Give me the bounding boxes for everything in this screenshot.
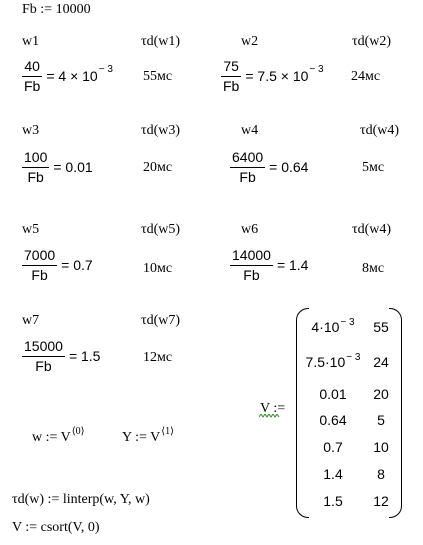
w3-time: 20мс [143,160,173,175]
matrix-cell: 20 [373,386,389,402]
w1-numerator: 40 [24,58,40,74]
w3-numerator: 100 [24,149,48,165]
w3-result: = 0.01 [53,159,93,176]
w1-result: = 4 × 10 [46,68,98,85]
w7-time: 12мс [143,350,173,365]
matrix-cell: $4\cdot 10^{- 3}$ [311,317,355,335]
fb-definition[interactable]: Fb := 10000 [22,2,91,17]
w2-time: 24мс [351,69,381,84]
w-column-index: ⟨0⟩ [71,426,85,437]
w7-numerator: 15000 [24,338,63,354]
w5-fraction [22,247,57,284]
w1-fraction [22,58,42,95]
matrix-cell: 1.4 [323,466,343,482]
w6-time: 8мс [362,261,385,276]
w4-fraction-expr[interactable] [230,149,308,186]
w7-result: = 1.5 [68,348,101,365]
tau-w2-label: τd(w2) [352,34,392,49]
w6-fraction [230,247,273,284]
tau-w7-label: τd(w7) [141,313,181,328]
w1-denominator: Fb [24,77,41,94]
w3-denominator: Fb [27,168,44,185]
matrix-cell: 0.64 [319,412,347,428]
tau-w3-label: τd(w3) [141,123,181,138]
w4-fraction [230,149,265,186]
w1-fraction-expr[interactable] [22,58,113,95]
w6-label: w6 [241,222,259,237]
matrix-cell: 24 [373,354,389,370]
tau-w1-label: τd(w1) [141,34,181,49]
w1-time: 55мс [143,69,173,84]
w2-denominator: Fb [223,77,240,94]
w7-fraction [22,338,65,375]
w5-fraction-expr[interactable] [22,247,93,284]
matrix-cell: 5 [377,412,385,428]
matrix-cell: 55 [373,319,389,335]
matrix-cell: 0.7 [323,439,343,455]
w5-numerator: 7000 [24,247,56,263]
w4-result: = 0.64 [269,159,309,176]
v-matrix[interactable] [296,308,402,516]
w2-label: w2 [241,34,259,49]
tau-w5-label: τd(w5) [141,222,181,237]
w7-denominator: Fb [35,357,52,374]
w4-time: 5мс [362,160,385,175]
w1-label: w1 [22,34,40,49]
matrix-cell: 12 [373,493,389,509]
w1-result-exponent: − 3 [98,63,113,75]
w2-fraction [221,58,241,95]
warning-squiggle-icon [259,414,281,420]
w6-result: = 1.4 [276,257,309,274]
w6-fraction-expr[interactable] [230,247,308,284]
tau-w6-label: τd(w4) [352,222,392,237]
w2-result-exponent: − 3 [309,63,324,75]
matrix-cell: 1.5 [323,493,343,509]
w5-label: w5 [22,222,40,237]
matrix-cell: 0.01 [319,386,347,402]
w5-result: = 0.7 [61,257,93,274]
y-column-index: ⟨1⟩ [161,426,175,437]
y-assignment[interactable] [122,426,175,445]
w3-fraction [22,149,49,186]
w3-fraction-expr[interactable] [22,149,93,186]
w4-denominator: Fb [239,168,256,185]
w3-label: w3 [22,123,40,138]
matrix-cell: 10 [373,439,389,455]
w5-time: 10мс [143,261,173,276]
matrix-cell: $7.5\cdot 10^{- 3}$ [305,352,361,370]
w7-fraction-expr[interactable] [22,338,100,375]
matrix-cell: 8 [377,466,385,482]
w6-denominator: Fb [243,266,260,283]
w2-result: = 7.5 × 10 [245,68,309,85]
w-assignment[interactable] [32,426,85,445]
w6-numerator: 14000 [232,247,271,263]
csort-formula[interactable]: V := csort(V, 0) [12,520,100,535]
linterp-formula[interactable]: τd(w) := linterp(w, Y, w) [12,492,150,507]
w2-fraction-expr[interactable] [221,58,324,95]
matrix-label: V := [260,401,286,416]
tau-w4-label: τd(w4) [360,123,400,138]
w4-label: w4 [241,123,259,138]
w2-numerator: 75 [223,58,239,74]
w7-label: w7 [22,313,40,328]
w5-denominator: Fb [31,266,48,283]
y-assignment-text: Y := V [122,430,161,445]
w4-numerator: 6400 [232,149,264,165]
w-assignment-text: w := V [32,430,71,445]
